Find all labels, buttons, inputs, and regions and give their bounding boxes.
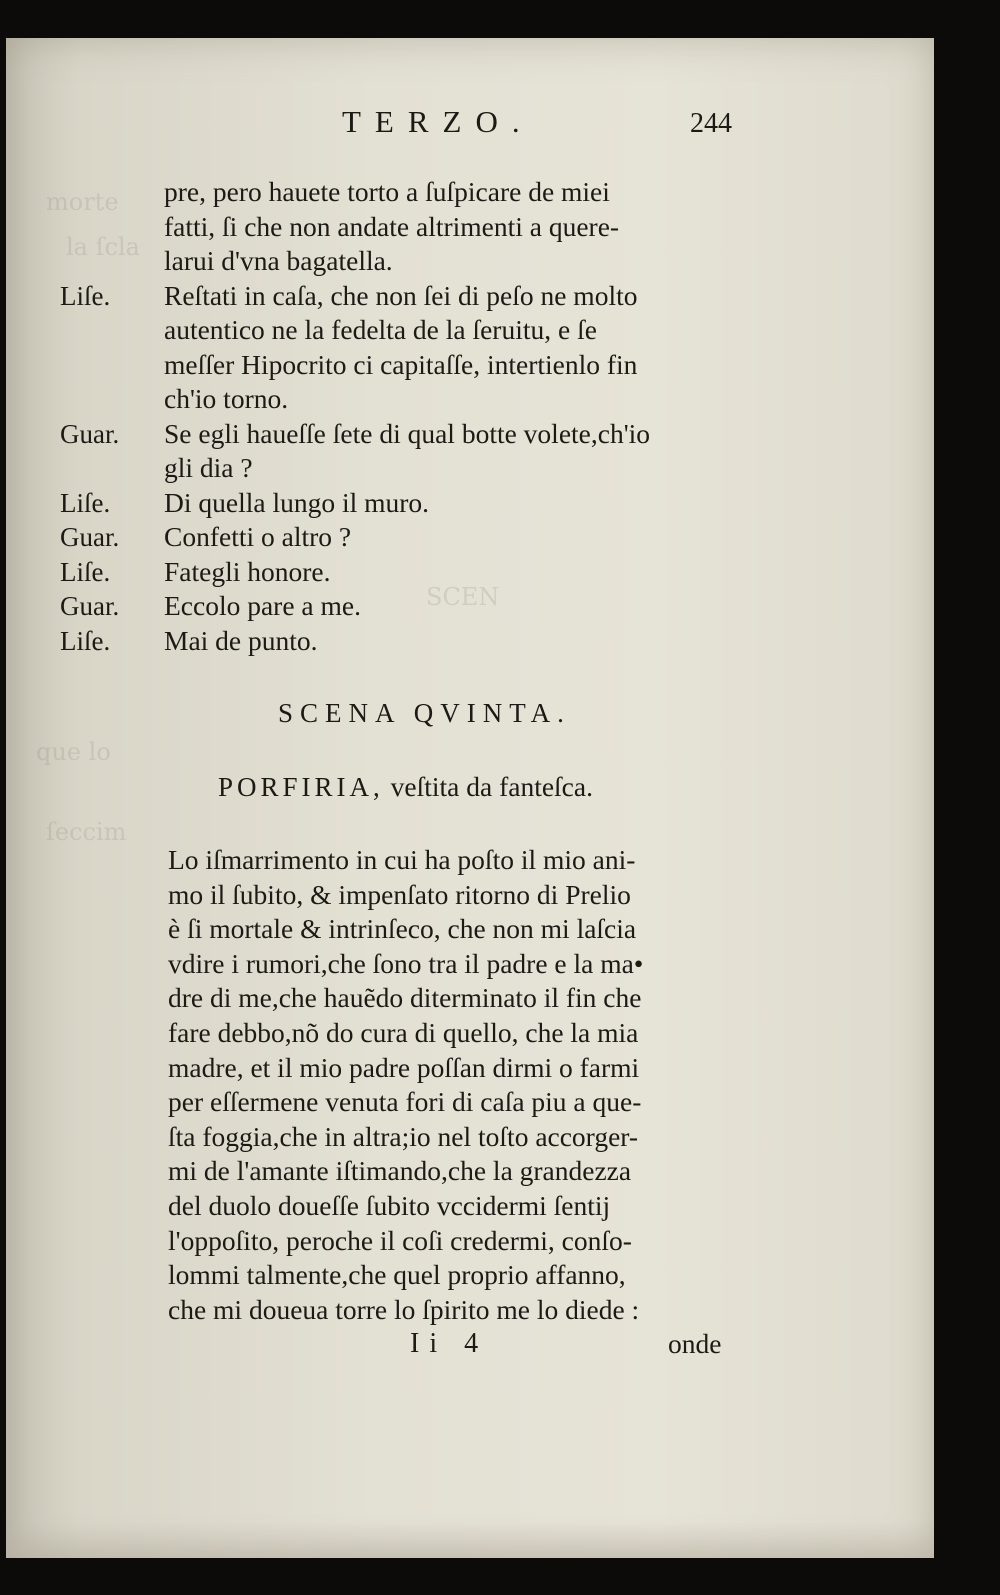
catchword: onde — [668, 1328, 722, 1359]
dialogue-text: Fategli honore. — [164, 555, 331, 587]
speech-line: del duolo doueſſe ſubito vccidermi ſentij — [168, 1189, 611, 1221]
dialogue-line — [60, 487, 760, 522]
speaker-name: Guar. — [60, 591, 120, 621]
speaker-name: Liſe. — [60, 625, 111, 656]
speech-line: vdire i rumori,che ſono tra il padre e la ma• — [168, 947, 644, 979]
dialogue-text: Eccolo pare a me. — [164, 590, 361, 621]
dialogue-line — [60, 314, 760, 349]
show-through-text: ſeccim — [46, 818, 127, 846]
speaker-name: Guar. — [60, 522, 120, 552]
speech-line: lommi talmente,che quel proprio affanno, — [168, 1259, 626, 1291]
character-heading — [218, 771, 593, 803]
dialogue-line — [60, 452, 760, 487]
dialogue-line — [60, 211, 760, 246]
dialogue-line — [60, 625, 760, 660]
show-through-text: SCEN — [426, 583, 500, 611]
dialogue-text: larui d'vna bagatella. — [164, 245, 393, 276]
page-header — [6, 104, 934, 144]
speech-line: è ſi mortale & intrinſeco, che non mi laſcia — [168, 913, 637, 945]
dialogue-line — [60, 245, 760, 280]
dialogue-line — [60, 556, 760, 591]
speaker-name: Liſe. — [60, 280, 111, 311]
dialogue-text: Confetti o altro ? — [164, 521, 352, 552]
running-head: TERZO. — [342, 104, 534, 139]
dialogue-text: ch'io torno. — [164, 383, 289, 414]
dialogue-text: meſſer Hipocrito ci capitaſſe, intertienlo fin — [164, 348, 638, 380]
dialogue-line — [60, 349, 760, 384]
dialogue-line — [60, 521, 760, 556]
dialogue-text: Mai de punto. — [164, 624, 318, 656]
dialogue-block — [60, 176, 760, 659]
speech-line: fare debbo,nõ do cura di quello, che la mia — [168, 1016, 639, 1048]
speech-line: che mi doueua torre lo ſpirito me lo diede : — [168, 1293, 640, 1325]
page-number: 244 — [690, 108, 732, 139]
dialogue-line — [60, 176, 760, 211]
speech-block — [168, 844, 768, 1328]
show-through-text: que lo — [36, 738, 111, 766]
speech-line: madre, et il mio padre poſſan dirmi o farmi — [168, 1051, 640, 1083]
scene-heading: SCENA QVINTA. — [278, 698, 571, 728]
signature-mark: Ii 4 — [410, 1328, 489, 1359]
character-description: veſtita da fanteſca. — [383, 771, 593, 802]
dialogue-text: gli dia ? — [164, 452, 253, 483]
dialogue-text: fatti, ſi che non andate altrimenti a quere- — [164, 210, 620, 242]
show-through-text: la ſcla — [66, 233, 140, 261]
speech-line: Lo iſmarrimento in cui ha poſto il mio ani- — [168, 844, 636, 875]
dialogue-text: autentico ne la fedelta de la ſeruitu, e ſe — [164, 314, 597, 345]
dialogue-text: Se egli haueſſe ſete di qual botte volete,ch'io — [164, 417, 651, 449]
speech-line: mo il ſubito, & impenſato ritorno di Prelio — [168, 878, 631, 910]
character-name: PORFIRIA, — [218, 772, 384, 802]
dialogue-line — [60, 590, 760, 625]
dialogue-line — [60, 383, 760, 418]
speaker-name: Liſe. — [60, 556, 111, 587]
dialogue-text: Reſtati in caſa, che non ſei di peſo ne molto — [164, 279, 638, 311]
dialogue-text: pre, pero hauete torto a ſuſpicare de miei — [164, 176, 610, 207]
speaker-name: Guar. — [60, 418, 120, 449]
speech-line: l'oppoſito, peroche il coſi credermi, conſo- — [168, 1224, 632, 1256]
show-through-text: morte — [46, 188, 119, 216]
speaker-name: Liſe. — [60, 487, 111, 518]
speech-line: mi de l'amante iſtimando,che la grandezza — [168, 1155, 632, 1187]
speech-line: ſta foggia,che in altra;io nel toſto accorger- — [168, 1120, 639, 1152]
dialogue-line — [60, 280, 760, 315]
dialogue-text: Di quella lungo il muro. — [164, 486, 430, 518]
speech-line: per eſſermene venuta fori di caſa piu a que- — [168, 1086, 642, 1118]
dialogue-line — [60, 418, 760, 453]
book-page — [6, 38, 934, 1558]
speech-line: dre di me,che hauẽdo diterminato il fin che — [168, 982, 642, 1014]
